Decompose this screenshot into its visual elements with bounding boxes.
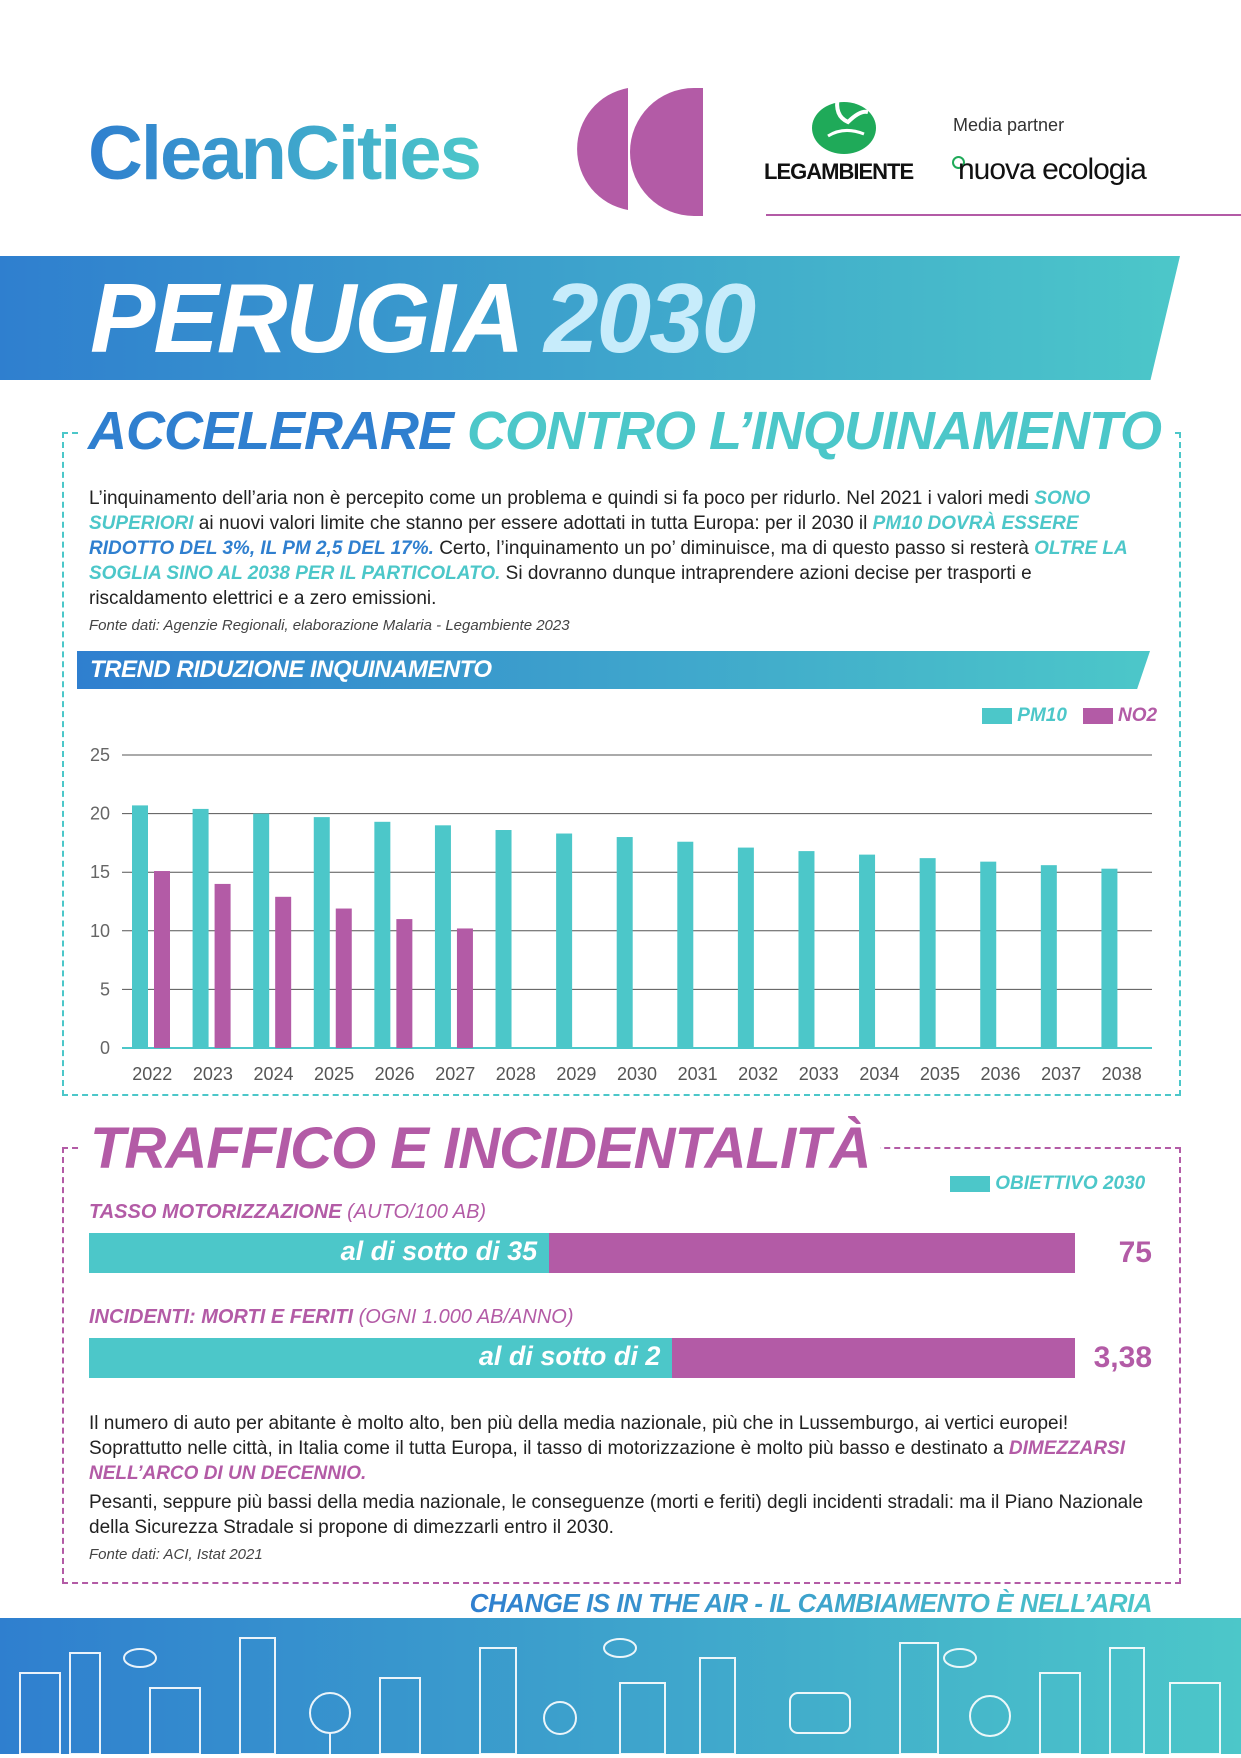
legend-swatch-no2 <box>1083 708 1113 724</box>
pollution-section-heading <box>78 400 1171 462</box>
bar-pm10-2032 <box>738 848 754 1048</box>
y-tick-label: 20 <box>89 803 110 824</box>
x-tick-label: 2024 <box>253 1064 294 1084</box>
bar-pm10-2037 <box>1041 865 1057 1048</box>
para-highlight: RIDOTTO DEL 3%, IL PM 2,5 DEL 17%. <box>89 538 434 559</box>
bar-pm10-2030 <box>617 837 633 1048</box>
media-partner-label: Media partner <box>953 115 1065 135</box>
target-legend <box>950 1173 1145 1195</box>
x-tick-label: 2027 <box>435 1064 476 1084</box>
pollution-trend-chart <box>80 730 1160 1090</box>
bar-pm10-2029 <box>556 834 572 1048</box>
y-tick-label: 5 <box>99 979 110 1000</box>
trend-title: TREND RIDUZIONE INQUINAMENTO <box>90 656 492 683</box>
x-tick-label: 2033 <box>798 1064 839 1084</box>
bar-pm10-2022 <box>132 805 148 1048</box>
target-legend-swatch <box>950 1176 990 1192</box>
traffic-paragraph-1 <box>89 1411 1149 1486</box>
pollution-source-note: Fonte dati: Agenzie Regionali, elaborazione Malaria - Legambiente 2023 <box>89 617 570 634</box>
x-tick-label: 2023 <box>192 1064 233 1084</box>
bar-pm10-2036 <box>980 862 996 1048</box>
motorization-value: 75 <box>1118 1236 1152 1269</box>
title-city: PERUGIA <box>90 263 519 373</box>
heading-part-a: ACCELERARE <box>88 401 454 461</box>
bar-pm10-2038 <box>1101 869 1117 1048</box>
page-title <box>90 262 754 375</box>
bar-no2-2023 <box>215 884 231 1048</box>
x-tick-label: 2029 <box>556 1064 597 1084</box>
bar-no2-2022 <box>154 871 170 1048</box>
para-text: L’inquinamento dell’aria non è percepito come un problema e quindi si fa poco per ridurlo. Nel 2021 i valori medi <box>89 488 1035 509</box>
x-tick-label: 2022 <box>132 1064 173 1084</box>
y-tick-label: 10 <box>89 920 110 941</box>
x-tick-label: 2035 <box>919 1064 960 1084</box>
x-tick-label: 2037 <box>1041 1064 1082 1084</box>
accidents-bar <box>89 1338 1075 1378</box>
motorization-target-text: al di sotto di 35 <box>340 1236 538 1266</box>
x-tick-label: 2034 <box>859 1064 900 1084</box>
bar-pm10-2031 <box>677 842 693 1048</box>
bar-no2-2026 <box>396 919 412 1048</box>
heading-part-b: CONTRO L’INQUINAMENTO <box>467 401 1162 461</box>
accidents-target-fill <box>89 1338 672 1378</box>
para-highlight: DIMEZZARSI NELL’ARCO DI UN DECENNIO. <box>89 1438 1125 1484</box>
bar-pm10-2025 <box>314 817 330 1048</box>
x-tick-label: 2026 <box>374 1064 415 1084</box>
title-year: 2030 <box>544 263 755 373</box>
para-text: Il numero di auto per abitante è molto alto, ben più della media nazionale, più che in Lussemburgo, ai vertici europei! Soprattutto nelle città, in Italia come il tutta Europa, il tasso di motorizzazione è molto più basso e destinato a <box>89 1413 1069 1459</box>
bar-pm10-2026 <box>374 822 390 1048</box>
y-tick-label: 15 <box>89 862 110 883</box>
para-text: Certo, l’inquinamento un po’ diminuisce, ma di questo passo si resterà <box>433 538 1035 559</box>
legambiente-swan-icon <box>808 86 880 156</box>
header-divider <box>766 214 1241 216</box>
chart-legend <box>982 705 1157 727</box>
legambiente-logo-text: LEGAMBIENTE <box>764 159 914 184</box>
bar-pm10-2027 <box>435 825 451 1048</box>
target-legend-label: OBIETTIVO 2030 <box>995 1173 1146 1194</box>
bar-pm10-2023 <box>193 809 209 1048</box>
motorization-bar <box>89 1233 1075 1273</box>
traffic-source-note: Fonte dati: ACI, Istat 2021 <box>89 1546 263 1563</box>
legend-label-pm10: PM10 <box>1017 705 1067 726</box>
bar-no2-2027 <box>457 928 473 1048</box>
x-tick-label: 2036 <box>980 1064 1021 1084</box>
bar-no2-2024 <box>275 897 291 1048</box>
legend-label-no2: NO2 <box>1118 705 1158 726</box>
para-highlight: PM10 DOVRÀ ESSERE <box>872 513 1079 534</box>
x-tick-label: 2032 <box>738 1064 779 1084</box>
legend-swatch-pm10 <box>982 708 1012 724</box>
accidents-label <box>89 1306 574 1329</box>
bar-pm10-2024 <box>253 814 269 1048</box>
x-tick-label: 2025 <box>314 1064 355 1084</box>
footer-tagline: CHANGE IS IN THE AIR - IL CAMBIAMENTO È NELL’ARIA <box>469 1588 1152 1618</box>
bar-pm10-2028 <box>496 830 512 1048</box>
y-tick-label: 25 <box>89 745 110 765</box>
traffic-section-heading: TRAFFICO E INCIDENTALITÀ <box>80 1115 880 1182</box>
metric-unit: (AUTO/100 AB) <box>347 1201 487 1223</box>
para-text: ai nuovi valori limite che stanno per essere adottati in tutta Europa: per il 2030 il <box>193 513 873 534</box>
pollution-paragraph <box>89 486 1149 611</box>
footer-city-banner <box>0 1618 1241 1754</box>
x-tick-label: 2028 <box>495 1064 536 1084</box>
x-tick-label: 2038 <box>1101 1064 1142 1084</box>
metric-key: TASSO MOTORIZZAZIONE <box>89 1201 342 1223</box>
x-tick-label: 2030 <box>616 1064 658 1084</box>
y-tick-label: 0 <box>99 1038 110 1058</box>
cleancities-cc-logo-icon <box>566 86 706 218</box>
accidents-target-text: al di sotto di 2 <box>478 1341 661 1371</box>
traffic-paragraph-2: Pesanti, seppure più bassi della media nazionale, le conseguenze (morti e feriti) degli incidenti stradali: ma il Piano Nazionale della Sicurezza Stradale si propone di dimezzarli entro il 2030. <box>89 1492 1144 1538</box>
para-text: Si dovranno dunque intraprendere azioni decise per trasporti e riscaldamento elettrici e a zero emissioni. <box>89 563 1032 609</box>
bar-pm10-2033 <box>798 851 814 1048</box>
metric-key: INCIDENTI: MORTI E FERITI <box>89 1306 354 1328</box>
cleancities-logo-text: CleanCities <box>88 111 480 196</box>
accidents-value: 3,38 <box>1093 1341 1152 1374</box>
bar-pm10-2035 <box>920 858 936 1048</box>
bar-no2-2025 <box>336 909 352 1048</box>
motorization-target-fill <box>89 1233 549 1273</box>
motorization-label <box>89 1201 486 1224</box>
city-skyline-illustration <box>0 1618 1241 1754</box>
nuova-ecologia-logo-text: nuova ecologia <box>958 153 1146 186</box>
bar-pm10-2034 <box>859 855 875 1048</box>
para-highlight: OLTRE LA SOGLIA SINO AL 2038 PER IL PARTICOLATO. <box>89 538 1128 584</box>
para-highlight: SONO SUPERIORI <box>89 488 1091 534</box>
metric-unit: (OGNI 1.000 AB/ANNO) <box>358 1306 574 1328</box>
x-tick-label: 2031 <box>677 1064 718 1084</box>
